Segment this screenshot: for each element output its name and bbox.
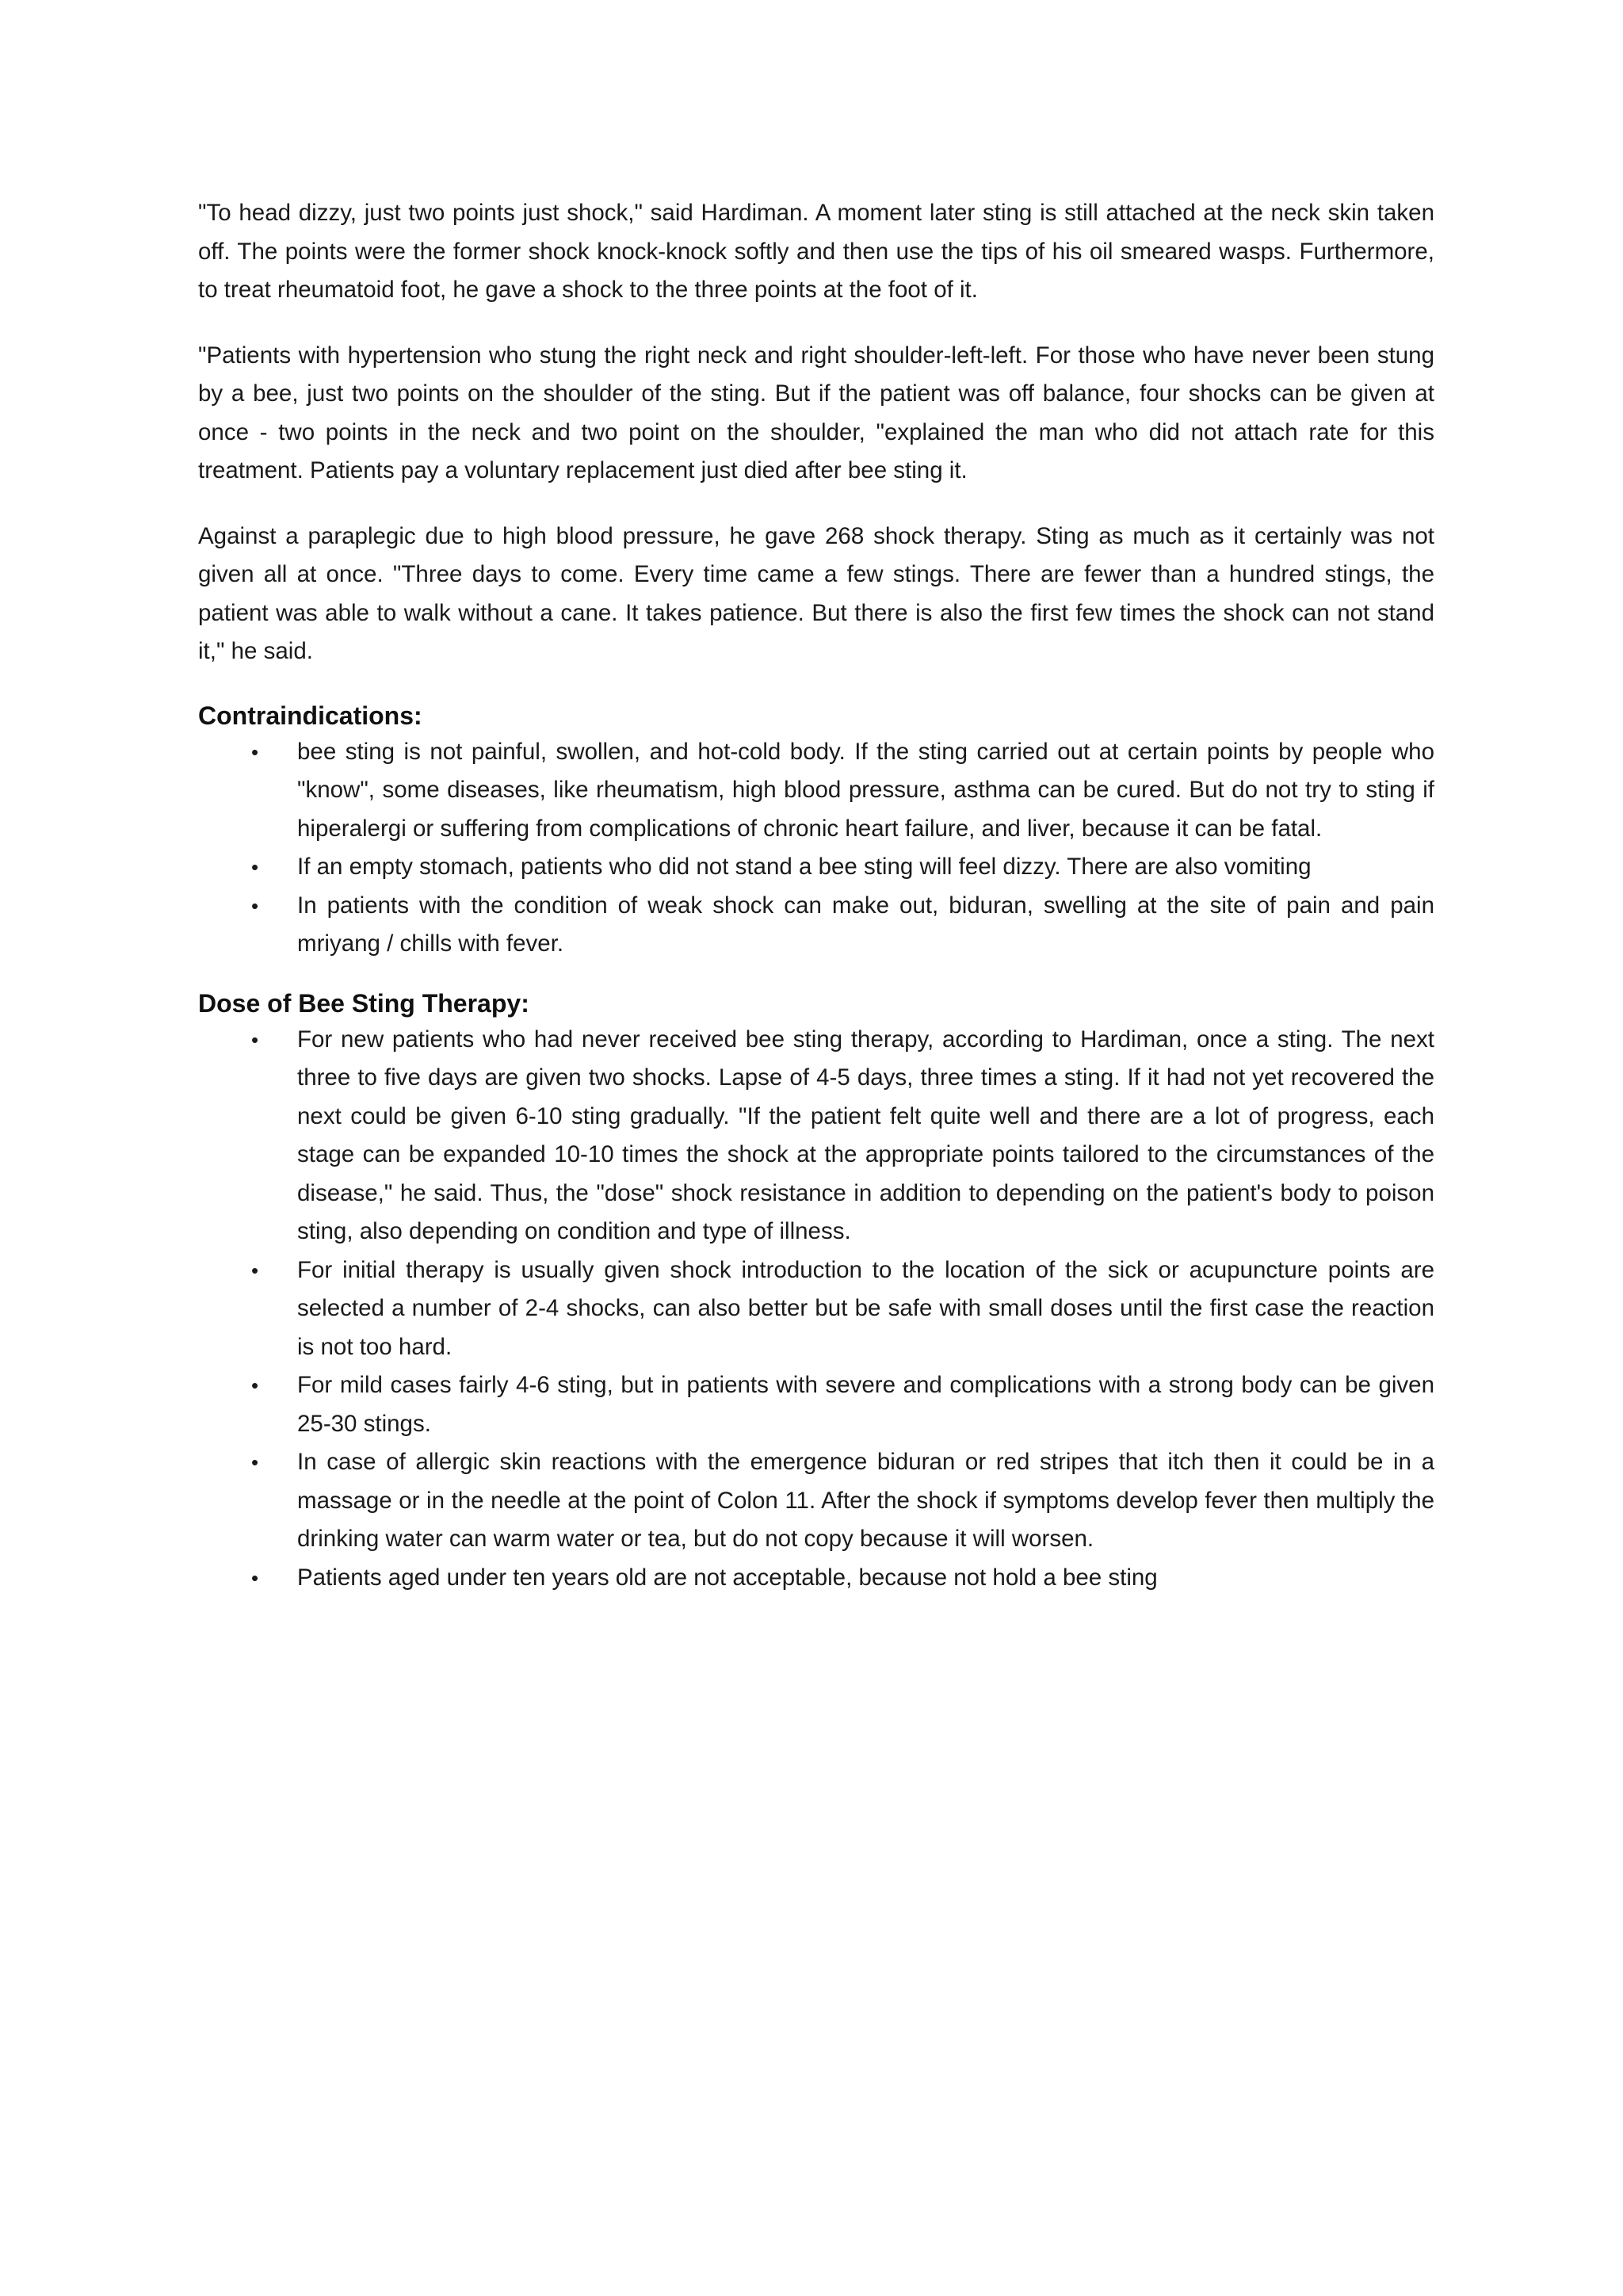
bullet-icon: • <box>251 1565 259 1590</box>
list-item <box>198 1443 1434 1559</box>
bullet-icon: • <box>251 893 259 918</box>
list-item-text: bee sting is not painful, swollen, and hot-cold body. If the sting carried out at certain points by people who "know", some diseases, like rheumatism, high blood pressure, asthma can be cured. But do not try to sting if hiperalergi or suffering from complications of chronic heart failure, and liver, because it can be fatal. <box>297 738 1434 842</box>
paragraph-paraplegic: Against a paraplegic due to high blood pressure, he gave 268 shock therapy. Sting as much as it certainly was not given all at once. "Three days to come. Every time came a few stings. There are fewer than a hundred stings, the patient was able to walk without a cane. It takes patience. But there is also the first few times the shock can not stand it," he said. <box>198 522 1434 664</box>
paragraph-hypertension: "Patients with hypertension who stung the right neck and right shoulder-left-left. For those who have never been stung by a bee, just two points on the shoulder of the sting. But if the patient was off balance, four shocks can be given at once - two points in the neck and two point on the shoulder, "explained the man who did not attach rate for this treatment. Patients pay a voluntary replacement just died after bee sting it. <box>198 342 1434 483</box>
list-item-text: For initial therapy is usually given shock introduction to the location of the sick or acupuncture points are selected a number of 2-4 shocks, can also better but be safe with small doses until the first case the reaction is not too hard. <box>297 1256 1434 1360</box>
list-item-text: For new patients who had never received bee sting therapy, according to Hardiman, once a sting. The next three to five days are given two shocks. Lapse of 4-5 days, three times a sting. If it had not yet recovered the next could be given 6-10 sting gradually. "If the patient felt quite well and there are a lot of progress, each stage can be expanded 10-10 times the shock at the appropriate points tailored to the circumstances of the disease," he said. Thus, the "dose" shock resistance in addition to depending on the patient's body to poison sting, also depending on condition and type of illness. <box>297 1026 1434 1244</box>
list-item <box>198 1021 1434 1251</box>
list-item-text: In case of allergic skin reactions with the emergence biduran or red stripes that itch then it could be in a massage or in the needle at the point of Colon 11. After the shock if symptoms develop fever then multiply the drinking water can warm water or tea, but do not copy because it will worsen. <box>297 1449 1434 1552</box>
list-item <box>198 848 1434 887</box>
list-item-text: In patients with the condition of weak shock can make out, biduran, swelling at the site of pain and pain mriyang / chills with fever. <box>297 892 1434 957</box>
heading-contraindications: Contraindications: <box>198 701 422 730</box>
heading-dose: Dose of Bee Sting Therapy: <box>198 988 529 1018</box>
bullet-icon: • <box>251 739 259 764</box>
list-item <box>198 1251 1434 1367</box>
paragraph-dizzy-treatment: "To head dizzy, just two points just shock," said Hardiman. A moment later sting is still attached at the neck skin taken off. The points were the former shock knock-knock softly and then use the tips of his oil smeared wasps. Furthermore, to treat rheumatoid foot, he gave a shock to the three points at the foot of it. <box>198 200 1434 303</box>
document-page <box>198 194 1434 1597</box>
list-item-text: Patients aged under ten years old are not acceptable, because not hold a bee sting <box>297 1564 1158 1591</box>
list-item <box>198 887 1434 964</box>
bullet-icon: • <box>251 1373 259 1397</box>
list-item <box>198 733 1434 849</box>
bullet-icon: • <box>251 1258 259 1282</box>
bullet-icon: • <box>251 855 259 879</box>
list-item-text: For mild cases fairly 4-6 sting, but in patients with severe and complications with a strong body can be given 25-30 stings. <box>297 1372 1434 1437</box>
bullet-icon: • <box>251 1027 259 1052</box>
dose-list <box>198 1021 1434 1598</box>
bullet-icon: • <box>251 1450 259 1474</box>
contraindications-list <box>198 733 1434 964</box>
list-item <box>198 1559 1434 1598</box>
list-item-text: If an empty stomach, patients who did not stand a bee sting will feel dizzy. There are also vomiting <box>297 854 1312 880</box>
list-item <box>198 1366 1434 1443</box>
